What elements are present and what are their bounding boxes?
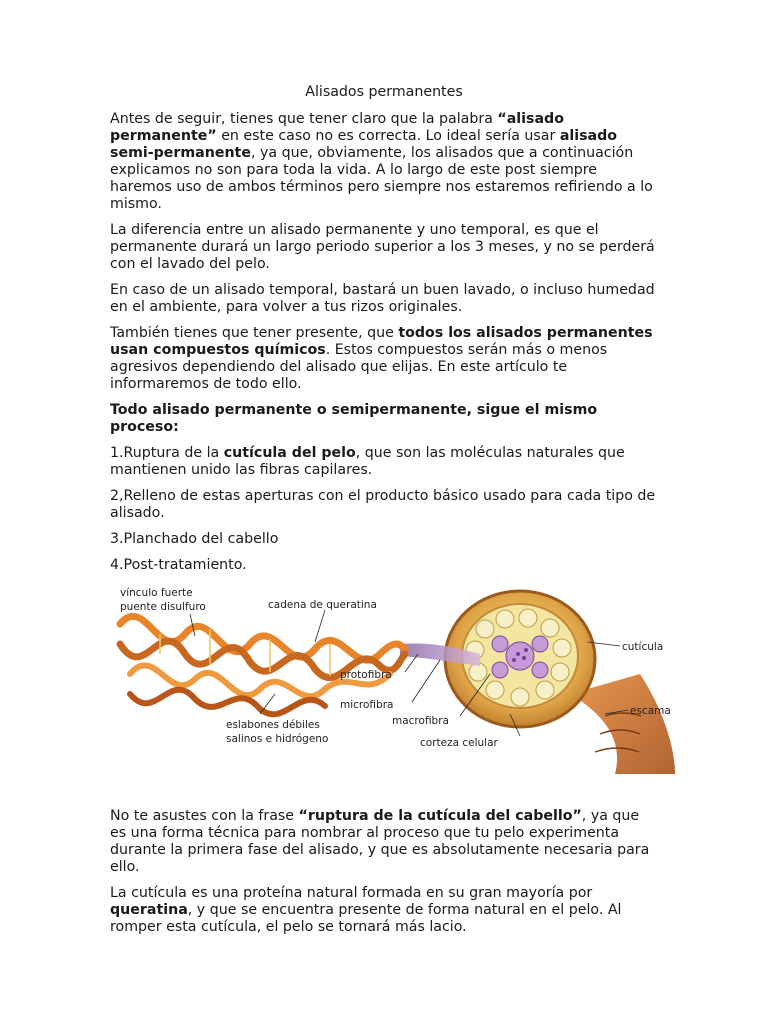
illustration-shape: [496, 610, 514, 628]
text: También tienes que tener presente, que: [110, 325, 399, 341]
illustration-shape: [541, 619, 559, 637]
illustration-shape: [536, 681, 554, 699]
illustration-shape: [519, 609, 537, 627]
text: en este caso no es correcta. Lo ideal sería usar: [216, 128, 560, 144]
illustration-shape: [553, 639, 571, 657]
label-eslabones-debiles: eslabones débiles: [226, 719, 320, 731]
process-heading: Todo alisado permanente o semipermanente, sigue el mismo proceso:: [110, 402, 598, 435]
illustration-shape: [412, 660, 440, 702]
illustration-shape: [551, 663, 569, 681]
illustration-shape: [524, 648, 528, 652]
text: , que son las moléculas naturales que mantienen unido las fibras capilares.: [110, 445, 625, 478]
text: Antes de seguir, tienes que tener claro que la palabra: [110, 111, 498, 127]
illustration-shape: [511, 688, 529, 706]
bold-term: cutícula del pelo: [223, 445, 356, 461]
paragraph-temporal: En caso de un alisado temporal, bastará un buen lavado, o incluso humedad en el ambiente, para volver a tus rizos originales.: [110, 282, 655, 315]
illustration-shape: [522, 656, 526, 660]
label-escama: escama: [630, 705, 671, 717]
label-microfibra: microfibra: [340, 699, 394, 711]
document-body: [110, 84, 671, 945]
illustration-shape: [532, 636, 548, 652]
illustration-shape: [516, 652, 520, 656]
process-step-2: 2,Relleno de estas aperturas con el producto básico usado para cada tipo de alisado.: [110, 488, 656, 521]
process-step-3: 3.Planchado del cabello: [110, 531, 279, 547]
label-puente-disulfuro: puente disulfuro: [120, 601, 206, 613]
paragraph-intro: [110, 111, 658, 213]
bold-term: alisado semi-permanente: [110, 128, 618, 161]
bold-term: queratina: [110, 902, 188, 918]
text: 1.Ruptura de la: [110, 445, 224, 461]
text: No te asustes con la frase: [110, 808, 299, 824]
process-step-1: [110, 445, 658, 479]
paragraph-rupture: [110, 808, 658, 876]
illustration-shape: [476, 620, 494, 638]
label-corteza-celular: corteza celular: [420, 737, 498, 749]
illustration-shape: [532, 662, 548, 678]
text: , ya que es una forma técnica para nombrar al proceso que tu pelo experimenta durante la primera fase del alisado, y que es absolutamente necesaria para ello.: [110, 808, 650, 875]
label-salinos-hidrogeno: salinos e hidrógeno: [226, 733, 329, 745]
paragraph-cuticle: [110, 885, 658, 936]
label-vinculo-fuerte: vínculo fuerte: [120, 587, 193, 599]
illustration-shape: [492, 636, 508, 652]
text: , ya que, obviamente, los alisados que a continuación explicamos no son para toda la vida. A lo largo de este post siempre haremos uso de ambos términos pero siempre nos estaremos refiriendo a lo mismo.: [110, 145, 653, 212]
illustration-shape: [512, 658, 516, 662]
bold-term: todos los alisados permanentes usan compuestos químicos: [110, 325, 653, 358]
document-title: Alisados permanentes: [305, 84, 463, 100]
illustration-shape: [120, 616, 405, 660]
text: , y que se encuentra presente de forma natural en el pelo. Al romper esta cutícula, el pelo se tornará más lacio.: [110, 902, 622, 935]
illustration-shape: [315, 610, 325, 642]
bold-term: “ruptura de la cutícula del cabello”: [298, 808, 582, 824]
text: La cutícula es una proteína natural formada en su gran mayoría por: [110, 885, 593, 901]
hair-structure-illustration: [100, 584, 680, 774]
illustration-shape: [486, 681, 504, 699]
illustration-shape: [492, 662, 508, 678]
text: . Estos compuestos serán más o menos agresivos dependiendo del alisado que elijas. En este artículo te informaremos de todo ello.: [110, 342, 608, 392]
paragraph-difference: La diferencia entre un alisado permanente y uno temporal, es que el permanente durará un largo periodo superior a los 3 meses, y no se perderá con el lavado del pelo.: [110, 222, 655, 272]
bold-term: “alisado permanente”: [110, 111, 564, 144]
paragraph-chemicals: [110, 325, 658, 393]
label-macrofibra: macrofibra: [392, 715, 449, 727]
illustration-shape: [506, 642, 534, 670]
label-cadena-queratina: cadena de queratina: [268, 599, 377, 611]
label-protofibra: protofibra: [340, 669, 392, 681]
process-step-4: 4.Post-tratamiento.: [110, 557, 247, 573]
label-cuticula: cutícula: [622, 641, 664, 653]
hair-structure-diagram: [100, 584, 680, 774]
